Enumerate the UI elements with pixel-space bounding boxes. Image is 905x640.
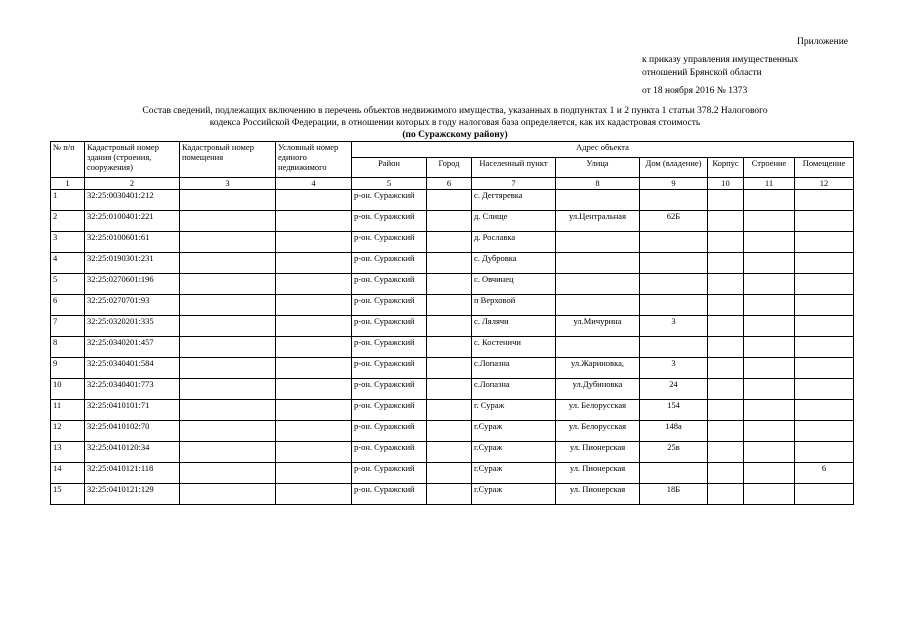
property-register-table	[50, 141, 854, 505]
cell-korpus	[708, 253, 744, 274]
cell-district: р-он. Суражский	[352, 442, 427, 463]
cell-conditional-number	[276, 253, 352, 274]
cell-house-number: 62Б	[640, 211, 708, 232]
cell-row-number: 5	[51, 274, 85, 295]
cell-conditional-number	[276, 190, 352, 211]
cell-conditional-number	[276, 442, 352, 463]
cell-row-number: 10	[51, 379, 85, 400]
cell-row-number: 12	[51, 421, 85, 442]
cell-house-number: 25в	[640, 442, 708, 463]
cell-building	[744, 442, 795, 463]
cell-korpus	[708, 463, 744, 484]
cell-street	[556, 337, 640, 358]
table-row	[51, 337, 854, 358]
table-row	[51, 274, 854, 295]
cell-korpus	[708, 232, 744, 253]
cell-korpus	[708, 190, 744, 211]
column-number: 2	[85, 178, 180, 190]
header-district: Район	[352, 158, 427, 178]
cell-conditional-number	[276, 484, 352, 505]
header-no: № п/п	[51, 142, 85, 178]
cell-premises-number	[180, 379, 276, 400]
column-number: 9	[640, 178, 708, 190]
cell-house-number	[640, 274, 708, 295]
cell-korpus	[708, 316, 744, 337]
cell-settlement: д. Слище	[472, 211, 556, 232]
cell-premises-number	[180, 358, 276, 379]
cell-row-number: 7	[51, 316, 85, 337]
table-row	[51, 463, 854, 484]
cell-settlement: с. Овчинец	[472, 274, 556, 295]
column-numbers-row	[51, 178, 854, 190]
cell-building	[744, 211, 795, 232]
cell-street	[556, 253, 640, 274]
cell-conditional-number	[276, 421, 352, 442]
cell-city	[427, 232, 472, 253]
cell-korpus	[708, 442, 744, 463]
order-date-number: от 18 ноября 2016 № 1373	[642, 86, 748, 96]
cell-premises-number	[180, 484, 276, 505]
cell-cadastral-number: 32:25:0100401:221	[85, 211, 180, 232]
table-row	[51, 211, 854, 232]
column-number: 6	[427, 178, 472, 190]
cell-city	[427, 484, 472, 505]
cell-building	[744, 274, 795, 295]
cell-house-number	[640, 295, 708, 316]
cell-row-number: 14	[51, 463, 85, 484]
cell-city	[427, 379, 472, 400]
cell-korpus	[708, 400, 744, 421]
cell-row-number: 6	[51, 295, 85, 316]
order-line-2: отношений Брянской области	[642, 68, 762, 78]
cell-city	[427, 295, 472, 316]
header-cadastral-premises: Кадастровый номер помещения	[180, 142, 276, 178]
cell-street: ул. Пионерская	[556, 442, 640, 463]
cell-house-number	[640, 337, 708, 358]
cell-city	[427, 316, 472, 337]
cell-room-number	[795, 190, 854, 211]
cell-room-number	[795, 421, 854, 442]
cell-cadastral-number: 32:25:0410121:129	[85, 484, 180, 505]
cell-conditional-number	[276, 211, 352, 232]
cell-house-number: 3	[640, 358, 708, 379]
cell-row-number: 4	[51, 253, 85, 274]
cell-settlement: с. Дегтяревка	[472, 190, 556, 211]
cell-settlement: г. Сураж	[472, 400, 556, 421]
cell-street	[556, 274, 640, 295]
cell-row-number: 3	[51, 232, 85, 253]
cell-building	[744, 337, 795, 358]
cell-city	[427, 253, 472, 274]
cell-district: р-он. Суражский	[352, 379, 427, 400]
order-line-1: к приказу управления имущественных	[642, 55, 799, 65]
cell-room-number	[795, 442, 854, 463]
cell-city	[427, 190, 472, 211]
cell-house-number	[640, 253, 708, 274]
document-title-line-2: кодекса Российской Федерации, в отношении которых в году налоговая база определяется, как их кадастровая стоимость	[209, 118, 701, 128]
cell-building	[744, 232, 795, 253]
cell-house-number	[640, 463, 708, 484]
cell-room-number: 6	[795, 463, 854, 484]
cell-cadastral-number: 32:25:0270601:196	[85, 274, 180, 295]
cell-premises-number	[180, 211, 276, 232]
cell-district: р-он. Суражский	[352, 463, 427, 484]
cell-conditional-number	[276, 358, 352, 379]
cell-room-number	[795, 358, 854, 379]
cell-row-number: 11	[51, 400, 85, 421]
cell-building	[744, 421, 795, 442]
cell-row-number: 9	[51, 358, 85, 379]
cell-street: ул.Дубиновка	[556, 379, 640, 400]
cell-settlement: с. Костеничи	[472, 337, 556, 358]
cell-room-number	[795, 295, 854, 316]
cell-conditional-number	[276, 295, 352, 316]
cell-korpus	[708, 337, 744, 358]
cell-settlement: с.Лопазна	[472, 379, 556, 400]
cell-settlement: с. Дубровка	[472, 253, 556, 274]
cell-house-number: 148а	[640, 421, 708, 442]
cell-row-number: 2	[51, 211, 85, 232]
cell-city	[427, 274, 472, 295]
cell-korpus	[708, 484, 744, 505]
column-number: 3	[180, 178, 276, 190]
cell-building	[744, 463, 795, 484]
cell-city	[427, 337, 472, 358]
header-conditional-number: Условный номер единого недвижимого	[276, 142, 352, 178]
cell-premises-number	[180, 274, 276, 295]
column-number: 10	[708, 178, 744, 190]
cell-district: р-он. Суражский	[352, 232, 427, 253]
cell-building	[744, 295, 795, 316]
cell-district: р-он. Суражский	[352, 400, 427, 421]
header-cadastral-building: Кадастровый номер здания (строения, сооружения)	[85, 142, 180, 178]
cell-korpus	[708, 274, 744, 295]
cell-house-number: 3	[640, 316, 708, 337]
cell-street: ул. Белорусская	[556, 400, 640, 421]
cell-premises-number	[180, 253, 276, 274]
table-row	[51, 295, 854, 316]
cell-building	[744, 358, 795, 379]
cell-cadastral-number: 32:25:0410101:71	[85, 400, 180, 421]
cell-premises-number	[180, 232, 276, 253]
cell-city	[427, 442, 472, 463]
cell-district: р-он. Суражский	[352, 358, 427, 379]
cell-korpus	[708, 358, 744, 379]
header-city: Город	[427, 158, 472, 178]
cell-cadastral-number: 32:25:0320201:335	[85, 316, 180, 337]
cell-building	[744, 484, 795, 505]
cell-settlement: г.Сураж	[472, 463, 556, 484]
cell-cadastral-number: 32:25:0100601:61	[85, 232, 180, 253]
cell-street	[556, 190, 640, 211]
cell-room-number	[795, 484, 854, 505]
cell-premises-number	[180, 295, 276, 316]
cell-room-number	[795, 379, 854, 400]
cell-building	[744, 253, 795, 274]
cell-street: ул.Мичурина	[556, 316, 640, 337]
cell-district: р-он. Суражский	[352, 190, 427, 211]
cell-city	[427, 463, 472, 484]
column-number: 1	[51, 178, 85, 190]
cell-street: ул. Белорусская	[556, 421, 640, 442]
table-row	[51, 232, 854, 253]
cell-premises-number	[180, 337, 276, 358]
column-number: 12	[795, 178, 854, 190]
cell-premises-number	[180, 463, 276, 484]
cell-room-number	[795, 274, 854, 295]
cell-settlement: г.Сураж	[472, 421, 556, 442]
header-korpus: Корпус	[708, 158, 744, 178]
cell-row-number: 15	[51, 484, 85, 505]
cell-korpus	[708, 295, 744, 316]
cell-cadastral-number: 32:25:0340401:773	[85, 379, 180, 400]
cell-building	[744, 379, 795, 400]
cell-cadastral-number: 32:25:0340201:457	[85, 337, 180, 358]
cell-settlement: с. Лялячи	[472, 316, 556, 337]
cell-city	[427, 400, 472, 421]
table-row	[51, 379, 854, 400]
cell-premises-number	[180, 442, 276, 463]
cell-row-number: 1	[51, 190, 85, 211]
cell-settlement: с.Лопазна	[472, 358, 556, 379]
table-row	[51, 190, 854, 211]
cell-cadastral-number: 32:25:0410120:34	[85, 442, 180, 463]
cell-room-number	[795, 316, 854, 337]
cell-premises-number	[180, 421, 276, 442]
cell-building	[744, 400, 795, 421]
cell-korpus	[708, 421, 744, 442]
cell-conditional-number	[276, 232, 352, 253]
cell-street: ул.Центральная	[556, 211, 640, 232]
cell-cadastral-number: 32:25:0270701:93	[85, 295, 180, 316]
cell-cadastral-number: 32:25:0190301:231	[85, 253, 180, 274]
cell-row-number: 8	[51, 337, 85, 358]
table-row	[51, 421, 854, 442]
cell-settlement: д. Рославка	[472, 232, 556, 253]
cell-street	[556, 295, 640, 316]
cell-district: р-он. Суражский	[352, 211, 427, 232]
cell-room-number	[795, 400, 854, 421]
column-number: 7	[472, 178, 556, 190]
cell-conditional-number	[276, 337, 352, 358]
table-row	[51, 316, 854, 337]
cell-district: р-он. Суражский	[352, 337, 427, 358]
cell-conditional-number	[276, 400, 352, 421]
cell-korpus	[708, 379, 744, 400]
cell-cadastral-number: 32:25:0340401:584	[85, 358, 180, 379]
cell-district: р-он. Суражский	[352, 295, 427, 316]
cell-district: р-он. Суражский	[352, 316, 427, 337]
cell-premises-number	[180, 400, 276, 421]
cell-conditional-number	[276, 463, 352, 484]
cell-street: ул. Пионерская	[556, 484, 640, 505]
table-row	[51, 400, 854, 421]
header-house: Дом (владение)	[640, 158, 708, 178]
cell-room-number	[795, 211, 854, 232]
cell-house-number: 18Б	[640, 484, 708, 505]
column-number: 11	[744, 178, 795, 190]
cell-street: ул. Пионерская	[556, 463, 640, 484]
cell-row-number: 13	[51, 442, 85, 463]
cell-korpus	[708, 211, 744, 232]
cell-district: р-он. Суражский	[352, 484, 427, 505]
cell-house-number: 24	[640, 379, 708, 400]
table-row	[51, 484, 854, 505]
cell-city	[427, 358, 472, 379]
cell-premises-number	[180, 316, 276, 337]
cell-settlement: п Верховой	[472, 295, 556, 316]
cell-premises-number	[180, 190, 276, 211]
cell-district: р-он. Суражский	[352, 253, 427, 274]
cell-district: р-он. Суражский	[352, 421, 427, 442]
appendix-label: Приложение	[797, 37, 848, 47]
table-row	[51, 253, 854, 274]
header-building: Строение	[744, 158, 795, 178]
cell-building	[744, 190, 795, 211]
cell-cadastral-number: 32:25:0410121:118	[85, 463, 180, 484]
document-title-line-1: Состав сведений, подлежащих включению в перечень объектов недвижимого имущества, указанных в подпунктах 1 и 2 пункта 1 статьи 378.2 Налогового	[142, 106, 768, 116]
cell-city	[427, 421, 472, 442]
column-number: 8	[556, 178, 640, 190]
cell-room-number	[795, 337, 854, 358]
column-number: 5	[352, 178, 427, 190]
cell-city	[427, 211, 472, 232]
cell-conditional-number	[276, 274, 352, 295]
cell-settlement: г.Сураж	[472, 442, 556, 463]
column-number: 4	[276, 178, 352, 190]
cell-cadastral-number: 32:25:0030401:212	[85, 190, 180, 211]
cell-conditional-number	[276, 379, 352, 400]
cell-room-number	[795, 253, 854, 274]
table-row	[51, 442, 854, 463]
cell-house-number: 154	[640, 400, 708, 421]
cell-building	[744, 316, 795, 337]
cell-house-number	[640, 190, 708, 211]
table-row	[51, 358, 854, 379]
header-address-group: Адрес объекта	[352, 142, 854, 158]
cell-district: р-он. Суражский	[352, 274, 427, 295]
cell-settlement: г.Сураж	[472, 484, 556, 505]
cell-street: ул.Жариновка,	[556, 358, 640, 379]
cell-house-number	[640, 232, 708, 253]
header-street: Улица	[556, 158, 640, 178]
header-room: Помещение	[795, 158, 854, 178]
cell-street	[556, 232, 640, 253]
cell-cadastral-number: 32:25:0410102:70	[85, 421, 180, 442]
document-title-district: (по Суражскому району)	[402, 130, 508, 140]
cell-room-number	[795, 232, 854, 253]
cell-conditional-number	[276, 316, 352, 337]
header-settlement: Населенный пункт	[472, 158, 556, 178]
